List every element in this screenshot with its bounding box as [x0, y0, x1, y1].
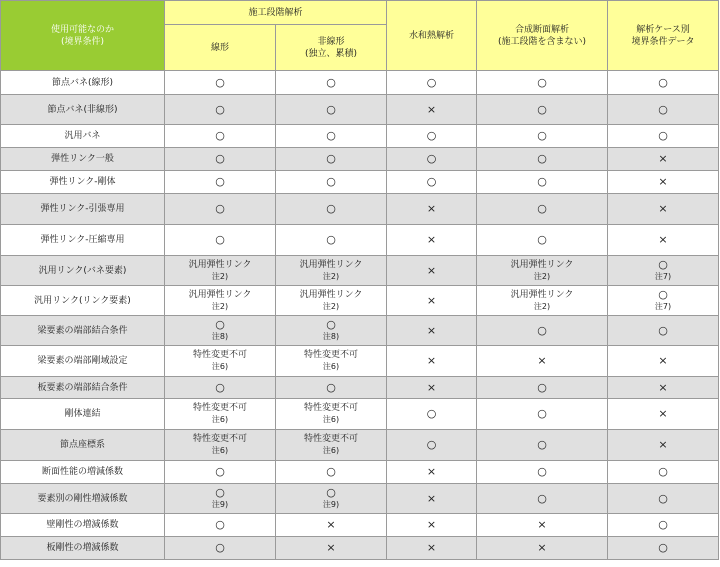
cell-value: ○ — [537, 175, 547, 188]
table-row — [1, 430, 719, 461]
linear-header: 線形 — [165, 25, 276, 71]
cell-value: ○ — [537, 102, 547, 116]
table-cell — [477, 71, 608, 95]
table-cell — [276, 194, 387, 225]
row-label: 汎用バネ — [1, 125, 165, 148]
cell-value: ○ — [326, 465, 336, 478]
table-row — [1, 316, 719, 346]
table-cell — [477, 537, 608, 560]
cell-value: 特性変更不可 — [304, 403, 359, 413]
cell-value: ○ — [426, 175, 437, 188]
case-header-line1: 解析ケース別 — [636, 24, 690, 35]
cell-value: 特性変更不可 — [192, 434, 247, 444]
cell-note: 注7) — [654, 301, 672, 311]
case-header-line2: 境界条件データ — [631, 36, 695, 47]
cell-value: 汎用弾性リンク — [299, 289, 363, 300]
table-row — [1, 484, 719, 514]
cell-value: ○ — [537, 152, 547, 165]
table-row — [1, 514, 719, 537]
table-cell — [165, 316, 276, 346]
cell-value: ○ — [537, 438, 547, 451]
table-cell — [276, 514, 387, 537]
cell-value: ○ — [326, 75, 336, 89]
nonlinear-header — [276, 25, 387, 71]
table-cell — [276, 537, 387, 560]
table-cell — [387, 377, 477, 399]
cell-value: ○ — [658, 323, 668, 337]
cell-value: ○ — [658, 465, 668, 478]
cell-value: × — [426, 380, 437, 394]
table-cell — [276, 430, 387, 461]
row-label: 梁要素の端部剛域設定 — [1, 346, 165, 377]
table-cell — [276, 148, 387, 171]
cell-value: × — [426, 541, 437, 554]
cell-value: ○ — [326, 485, 336, 499]
table-cell — [608, 346, 719, 377]
table-cell — [387, 484, 477, 514]
row-label: 汎用リンク(バネ要素) — [1, 256, 165, 286]
table-cell — [276, 316, 387, 346]
cell-value: × — [426, 293, 437, 307]
table-cell — [477, 95, 608, 125]
cell-value: ○ — [537, 233, 547, 246]
cell-value: 特性変更不可 — [304, 434, 359, 444]
row-label: 弾性リンク-剛体 — [1, 171, 165, 194]
cell-value: × — [426, 202, 437, 215]
cell-value: × — [426, 233, 437, 246]
cell-value: ○ — [215, 380, 225, 394]
table-cell — [387, 537, 477, 560]
table-cell — [165, 286, 276, 316]
cell-note: 注6) — [322, 446, 340, 455]
cell-value: × — [426, 323, 437, 337]
corner-header-line2: (境界条件) — [60, 36, 105, 47]
cell-value: ○ — [658, 287, 668, 301]
cell-value: ○ — [537, 202, 547, 215]
row-label: 要素別の剛性増減係数 — [1, 484, 165, 514]
table-cell — [477, 377, 608, 399]
cell-value: × — [658, 438, 668, 451]
table-cell — [387, 125, 477, 148]
table-cell — [387, 461, 477, 484]
table-cell — [165, 71, 276, 95]
table-cell — [477, 461, 608, 484]
table-cell — [608, 256, 719, 286]
table-cell — [387, 346, 477, 377]
cell-value: ○ — [215, 129, 225, 142]
table-cell — [165, 194, 276, 225]
table-cell — [608, 377, 719, 399]
cell-value: ○ — [326, 233, 336, 246]
cell-value: × — [658, 202, 668, 215]
table-cell — [276, 95, 387, 125]
table-row — [1, 171, 719, 194]
cell-value: 特性変更不可 — [304, 350, 359, 360]
cell-value: ○ — [658, 129, 668, 142]
table-cell — [165, 399, 276, 430]
table-row — [1, 286, 719, 316]
nonlinear-header-line2: (独立、累積) — [304, 48, 358, 59]
table-cell — [608, 71, 719, 95]
table-cell — [477, 430, 608, 461]
cell-note: 注6) — [211, 362, 229, 371]
cell-value: ○ — [537, 465, 547, 478]
table-cell — [276, 125, 387, 148]
table-cell — [276, 286, 387, 316]
cell-value: ○ — [658, 257, 668, 271]
row-label: 梁要素の端部結合条件 — [1, 316, 165, 346]
cell-note: 注2) — [211, 271, 229, 281]
table-row — [1, 537, 719, 560]
cell-value: ○ — [215, 465, 225, 478]
cell-note: 注8) — [211, 331, 229, 341]
table-cell — [477, 399, 608, 430]
table-row — [1, 346, 719, 377]
table-cell — [477, 148, 608, 171]
composite-section-header — [477, 1, 608, 71]
cell-note: 注6) — [322, 362, 340, 371]
cell-note: 注2) — [533, 271, 551, 281]
cell-value: ○ — [326, 380, 336, 394]
row-label: 壁剛性の増減係数 — [1, 514, 165, 537]
table-cell — [276, 71, 387, 95]
cell-note: 注9) — [322, 499, 340, 509]
table-cell — [387, 225, 477, 256]
table-cell — [387, 430, 477, 461]
cell-value: ○ — [658, 75, 668, 89]
table-row — [1, 461, 719, 484]
table-cell — [477, 316, 608, 346]
cell-value: × — [537, 518, 547, 531]
table-cell — [165, 461, 276, 484]
cell-value: ○ — [215, 485, 225, 499]
table-cell — [276, 377, 387, 399]
row-label: 節点座標系 — [1, 430, 165, 461]
table-cell — [608, 286, 719, 316]
cell-value: × — [658, 407, 668, 420]
cell-value: × — [426, 102, 437, 116]
cell-value: ○ — [215, 202, 225, 215]
cell-value: ○ — [215, 233, 225, 246]
cell-value: ○ — [215, 75, 225, 89]
cell-value: ○ — [215, 152, 225, 165]
cell-note: 注7) — [654, 271, 672, 281]
cell-value: × — [537, 354, 547, 367]
table-cell — [477, 125, 608, 148]
table-cell — [276, 346, 387, 377]
cell-value: × — [426, 518, 437, 531]
cell-value: × — [326, 541, 336, 554]
cell-value: ○ — [326, 129, 336, 142]
cell-value: ○ — [658, 491, 668, 505]
cell-value: 汎用弾性リンク — [188, 259, 252, 270]
row-label: 節点バネ(線形) — [1, 71, 165, 95]
table-cell — [165, 225, 276, 256]
table-cell — [276, 256, 387, 286]
table-cell — [477, 514, 608, 537]
table-row — [1, 225, 719, 256]
table-cell — [165, 148, 276, 171]
table-cell — [608, 194, 719, 225]
cell-value: ○ — [537, 380, 547, 394]
cell-value: × — [426, 354, 437, 367]
cell-note: 注6) — [211, 446, 229, 455]
cell-value: ○ — [426, 129, 437, 142]
cell-value: ○ — [326, 102, 336, 116]
table-cell — [477, 256, 608, 286]
case-boundary-header — [608, 1, 719, 71]
table-cell — [387, 171, 477, 194]
table-cell — [608, 125, 719, 148]
table-cell — [165, 346, 276, 377]
cell-value: × — [426, 465, 437, 478]
cell-value: ○ — [215, 541, 225, 554]
table-cell — [276, 171, 387, 194]
table-cell — [165, 95, 276, 125]
cell-note: 注2) — [322, 271, 340, 281]
table-body — [1, 71, 719, 560]
cell-note: 注2) — [533, 301, 551, 311]
row-label: 剛体連結 — [1, 399, 165, 430]
cell-value: ○ — [326, 317, 336, 331]
table-cell — [165, 377, 276, 399]
table-cell — [165, 430, 276, 461]
cell-value: ○ — [326, 152, 336, 165]
table-cell — [608, 484, 719, 514]
table-row — [1, 194, 719, 225]
table-cell — [387, 286, 477, 316]
table-cell — [276, 484, 387, 514]
table-row — [1, 148, 719, 171]
table-cell — [387, 71, 477, 95]
cell-value: × — [426, 263, 437, 277]
cell-value: 汎用弾性リンク — [510, 259, 574, 270]
table-cell — [477, 225, 608, 256]
table-cell — [276, 399, 387, 430]
cell-note: 注8) — [322, 331, 340, 341]
cell-note: 注6) — [322, 415, 340, 424]
table-cell — [387, 514, 477, 537]
table-cell — [387, 399, 477, 430]
table-cell — [165, 256, 276, 286]
cell-value: ○ — [215, 175, 225, 188]
corner-header — [1, 1, 165, 71]
cell-value: ○ — [326, 175, 336, 188]
table-cell — [477, 484, 608, 514]
cell-value: ○ — [426, 75, 437, 89]
cell-value: × — [658, 233, 668, 246]
cell-note: 注9) — [211, 499, 229, 509]
cell-value: ○ — [658, 518, 668, 531]
cell-note: 注6) — [211, 415, 229, 424]
cell-value: 汎用弾性リンク — [510, 289, 574, 300]
cell-value: 汎用弾性リンク — [188, 289, 252, 300]
cell-value: ○ — [537, 407, 547, 420]
table-cell — [477, 194, 608, 225]
row-label: 弾性リンク-圧縮専用 — [1, 225, 165, 256]
table-cell — [387, 95, 477, 125]
cell-value: × — [326, 518, 336, 531]
construction-stage-header: 施工段階解析 — [165, 1, 387, 25]
table-cell — [165, 171, 276, 194]
cell-value: × — [537, 541, 547, 554]
cell-value: ○ — [326, 202, 336, 215]
cell-value: ○ — [537, 323, 547, 337]
table-cell — [608, 399, 719, 430]
cell-note: 注2) — [322, 301, 340, 311]
cell-value: ○ — [426, 152, 437, 165]
table-cell — [387, 316, 477, 346]
cell-value: × — [658, 175, 668, 188]
table-row — [1, 71, 719, 95]
table-row — [1, 95, 719, 125]
cell-value: ○ — [537, 129, 547, 142]
table-cell — [387, 194, 477, 225]
table-cell — [608, 148, 719, 171]
cell-value: ○ — [426, 407, 437, 420]
table-cell — [608, 430, 719, 461]
table-cell — [608, 95, 719, 125]
cell-value: 汎用弾性リンク — [299, 259, 363, 270]
cell-note: 注2) — [211, 301, 229, 311]
table-cell — [387, 148, 477, 171]
cell-value: × — [426, 491, 437, 505]
table-row — [1, 256, 719, 286]
table-row — [1, 399, 719, 430]
table-cell — [477, 346, 608, 377]
table-cell — [608, 171, 719, 194]
table-cell — [165, 125, 276, 148]
table-cell — [276, 461, 387, 484]
table-cell — [477, 286, 608, 316]
cell-value: × — [658, 152, 668, 165]
row-label: 弾性リンク一般 — [1, 148, 165, 171]
cell-value: ○ — [537, 75, 547, 89]
cell-value: ○ — [215, 518, 225, 531]
table-row — [1, 377, 719, 399]
row-label: 断面性能の増減係数 — [1, 461, 165, 484]
hydration-heat-header: 水和熱解析 — [387, 1, 477, 71]
row-label: 弾性リンク-引張専用 — [1, 194, 165, 225]
table-cell — [608, 316, 719, 346]
table-cell — [387, 256, 477, 286]
row-label: 板剛性の増減係数 — [1, 537, 165, 560]
cell-value: ○ — [426, 438, 437, 451]
table-cell — [276, 225, 387, 256]
cell-value: ○ — [658, 541, 668, 554]
cell-value: ○ — [537, 491, 547, 505]
table-cell — [608, 225, 719, 256]
cell-value: 特性変更不可 — [192, 350, 247, 360]
row-label: 板要素の端部結合条件 — [1, 377, 165, 399]
nonlinear-header-line1: 非線形 — [317, 36, 345, 47]
table-cell — [165, 514, 276, 537]
cell-value: × — [658, 354, 668, 367]
cell-value: ○ — [215, 102, 225, 116]
cell-value: ○ — [215, 317, 225, 331]
row-label: 節点バネ(非線形) — [1, 95, 165, 125]
corner-header-line1: 使用可能なのか — [50, 24, 114, 35]
table-row — [1, 125, 719, 148]
composite-header-line1: 合成断面解析 — [515, 24, 570, 35]
cell-value: × — [658, 380, 668, 394]
table-cell — [165, 537, 276, 560]
table-cell — [608, 461, 719, 484]
cell-value: ○ — [658, 102, 668, 116]
table-cell — [608, 514, 719, 537]
composite-header-line2: (施工段階を含まない) — [498, 36, 587, 47]
table-cell — [608, 537, 719, 560]
table-cell — [477, 171, 608, 194]
table-cell — [165, 484, 276, 514]
row-label: 汎用リンク(リンク要素) — [1, 286, 165, 316]
cell-value: 特性変更不可 — [192, 403, 247, 413]
